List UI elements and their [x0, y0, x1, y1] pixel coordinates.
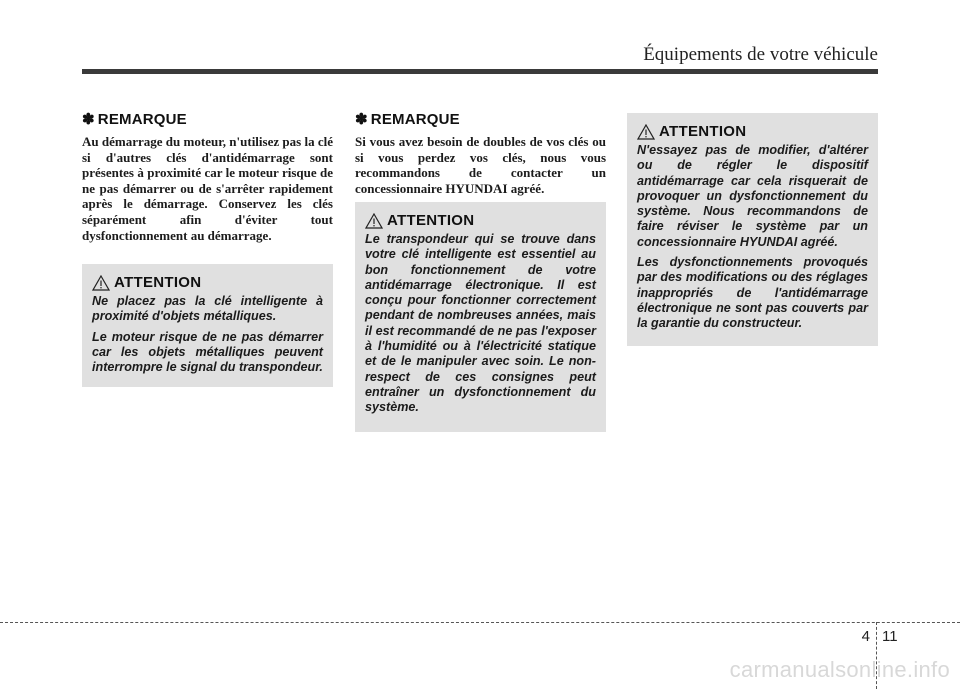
- attention-paragraph: N'essayez pas de modifier, d'altérer ou de régler le dispositif antidémarrage car cela risquerait de provoquer un dysfonctionnement du système. Nous recommandons de faire réviser le système par un concessionnaire HYUNDAI agréé.: [637, 143, 868, 249]
- header-rule: [82, 69, 878, 74]
- attention-heading: [92, 274, 323, 291]
- attention-box-1: [82, 264, 333, 387]
- attention-box-2: [355, 202, 606, 432]
- attention-paragraph: Le transpondeur qui se trouve dans votre clé intelligente est essentiel au bon fonctionnement de votre antidémarrage électronique. Il est conçu pour fonctionner correctement pendant de nombreuses années, mais il est recommandé de ne pas l'exposer à l'humidité ou à l'électricité statique et de le manipuler avec soin. Le non-respect de ces consignes peut entraîner un dysfonctionnement du système.: [365, 232, 596, 415]
- remarque-heading: [355, 110, 606, 128]
- remarque-heading: [82, 110, 333, 128]
- remarque-title: REMARQUE: [97, 111, 187, 128]
- footer-divider: [0, 622, 960, 623]
- attention-paragraph: Le moteur risque de ne pas démarrer car les objets métalliques peuvent interrompre le signal du transpondeur.: [92, 329, 323, 375]
- attention-paragraph: Les dysfonctionnements provoqués par des modifications ou des réglages inappropriés de l'antidémarrage électronique ne sont pas couverts par la garantie du constructeur.: [637, 255, 868, 331]
- warning-triangle-icon: [92, 275, 110, 291]
- warning-triangle-icon: [365, 213, 383, 229]
- attention-heading: [637, 123, 868, 140]
- page-number: 11: [882, 628, 898, 645]
- attention-label: ATTENTION: [114, 274, 202, 291]
- star-icon: ✽: [355, 111, 368, 128]
- page-header-title: Équipements de votre véhicule: [643, 44, 878, 65]
- warning-triangle-icon: [637, 124, 655, 140]
- attention-label: ATTENTION: [659, 123, 747, 140]
- remarque-body: Au démarrage du moteur, n'utilisez pas la clé si d'autres clés d'antidémarrage sont présentes à proximité car le moteur risque de ne pas démarrer ou de s'arrêter rapidement après le démarrage. Conservez les clés séparément afin d'éviter tout dysfonctionnement au démarrage.: [82, 134, 333, 243]
- chapter-number: 4: [861, 628, 870, 645]
- attention-heading: [365, 212, 596, 229]
- remarque-title: REMARQUE: [370, 111, 460, 128]
- attention-paragraph: Ne placez pas la clé intelligente à proximité d'objets métalliques.: [92, 294, 323, 324]
- column-2: [355, 110, 606, 196]
- star-icon: ✽: [82, 111, 95, 128]
- attention-label: ATTENTION: [387, 212, 475, 229]
- remarque-body: Si vous avez besoin de doubles de vos clés ou si vous perdez vos clés, nous vous recommandons de contacter un concessionnaire HYUNDAI agréé.: [355, 134, 606, 196]
- attention-box-3: [627, 113, 878, 346]
- watermark: carmanualsonline.info: [729, 657, 950, 682]
- column-1: [82, 110, 333, 243]
